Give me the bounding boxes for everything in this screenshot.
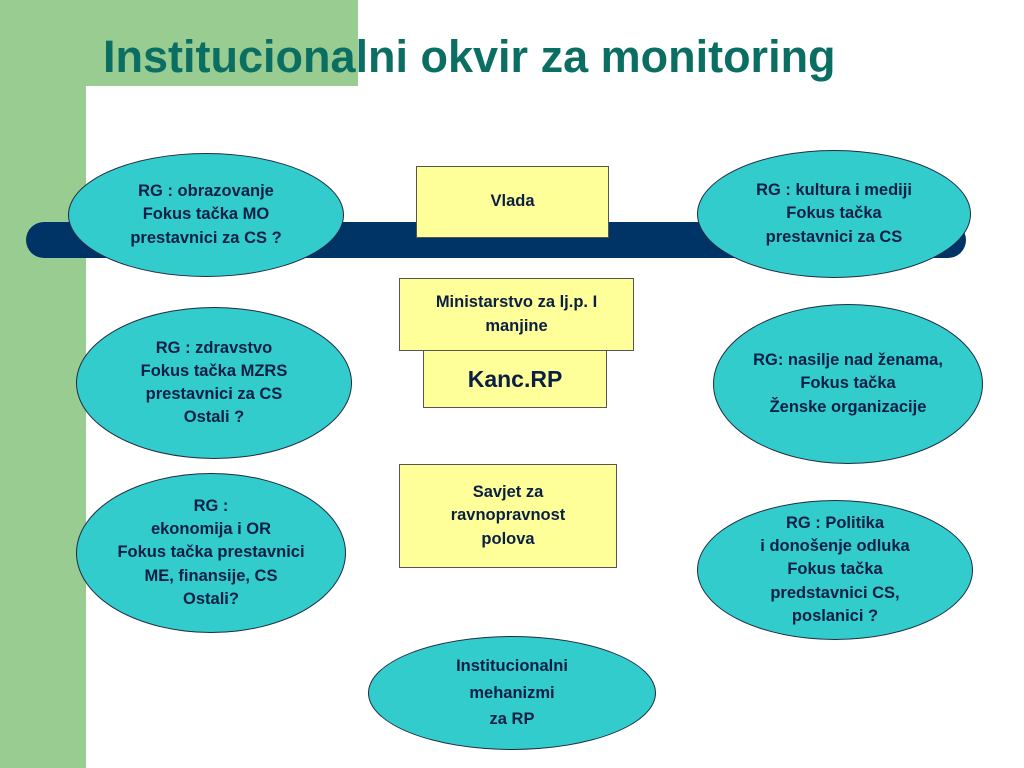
oval-line: RG :	[193, 497, 229, 516]
oval-line: Ostali?	[183, 589, 239, 608]
oval-rg-nasilje	[713, 304, 983, 464]
box-text	[451, 481, 566, 550]
oval-line: Fokus tačka	[800, 374, 896, 393]
oval-line: poslanici ?	[791, 606, 879, 625]
oval-line: Ženske organizacije	[769, 397, 927, 416]
box-line: Kanc.RP	[467, 366, 563, 393]
box-ministarstvo	[399, 278, 634, 351]
oval-line: Institucionalni	[456, 657, 568, 676]
oval-line: Fokus tačka MZRS	[140, 361, 288, 380]
box-line: ravnopravnost	[450, 506, 566, 525]
box-line: manjine	[485, 316, 548, 335]
oval-text	[141, 337, 288, 429]
oval-rg-obrazovanje	[68, 153, 344, 277]
oval-institucionalni-mehanizmi	[368, 636, 656, 750]
oval-text	[456, 653, 568, 732]
oval-line: prestavnici za CS ?	[130, 228, 282, 247]
box-kanc-rp	[423, 342, 607, 408]
box-vlada	[416, 166, 609, 238]
oval-line: RG : kultura i mediji	[756, 181, 912, 200]
oval-line: RG : zdravstvo	[155, 338, 273, 357]
oval-text	[756, 179, 912, 248]
box-text	[436, 291, 597, 337]
content-corner	[86, 86, 146, 146]
oval-line: prestavnici za CS	[765, 227, 903, 246]
oval-rg-zdravstvo	[76, 307, 352, 459]
oval-rg-politika	[697, 500, 973, 640]
box-line: polova	[481, 529, 535, 548]
oval-line: RG : Politika	[785, 514, 885, 533]
oval-text	[760, 512, 909, 627]
box-line: Ministarstvo za lj.p. I	[435, 293, 598, 312]
box-savjet	[399, 464, 617, 568]
oval-line: Fokus tačka	[786, 204, 882, 223]
oval-line: Fokus tačka MO	[142, 205, 270, 224]
oval-line: Fokus tačka prestavnici	[117, 543, 305, 562]
oval-rg-kultura	[697, 150, 971, 278]
box-text	[490, 190, 534, 213]
box-line: Savjet za	[472, 483, 544, 502]
box-line: Vlada	[490, 192, 535, 211]
oval-line: i donošenje odluka	[760, 537, 910, 556]
oval-line: RG : obrazovanje	[138, 182, 274, 201]
oval-text	[117, 495, 304, 610]
oval-line: Ostali ?	[183, 408, 245, 427]
oval-text	[753, 349, 943, 418]
oval-line: RG: nasilje nad ženama,	[753, 351, 943, 370]
oval-line: za RP	[489, 710, 535, 729]
box-text	[468, 366, 563, 394]
oval-text	[130, 180, 281, 249]
left-accent-bar	[0, 0, 86, 768]
oval-line: prestavnici za CS	[145, 385, 283, 403]
oval-line: predstavnici CS,	[770, 583, 900, 602]
oval-line: Fokus tačka	[787, 560, 883, 579]
oval-line: mehanizmi	[469, 683, 555, 702]
oval-line: ME, finansije, CS	[144, 566, 278, 585]
slide-title: Institucionalni okvir za monitoring	[103, 31, 836, 82]
oval-line: ekonomija i OR	[150, 520, 272, 539]
oval-rg-ekonomija	[76, 473, 346, 633]
